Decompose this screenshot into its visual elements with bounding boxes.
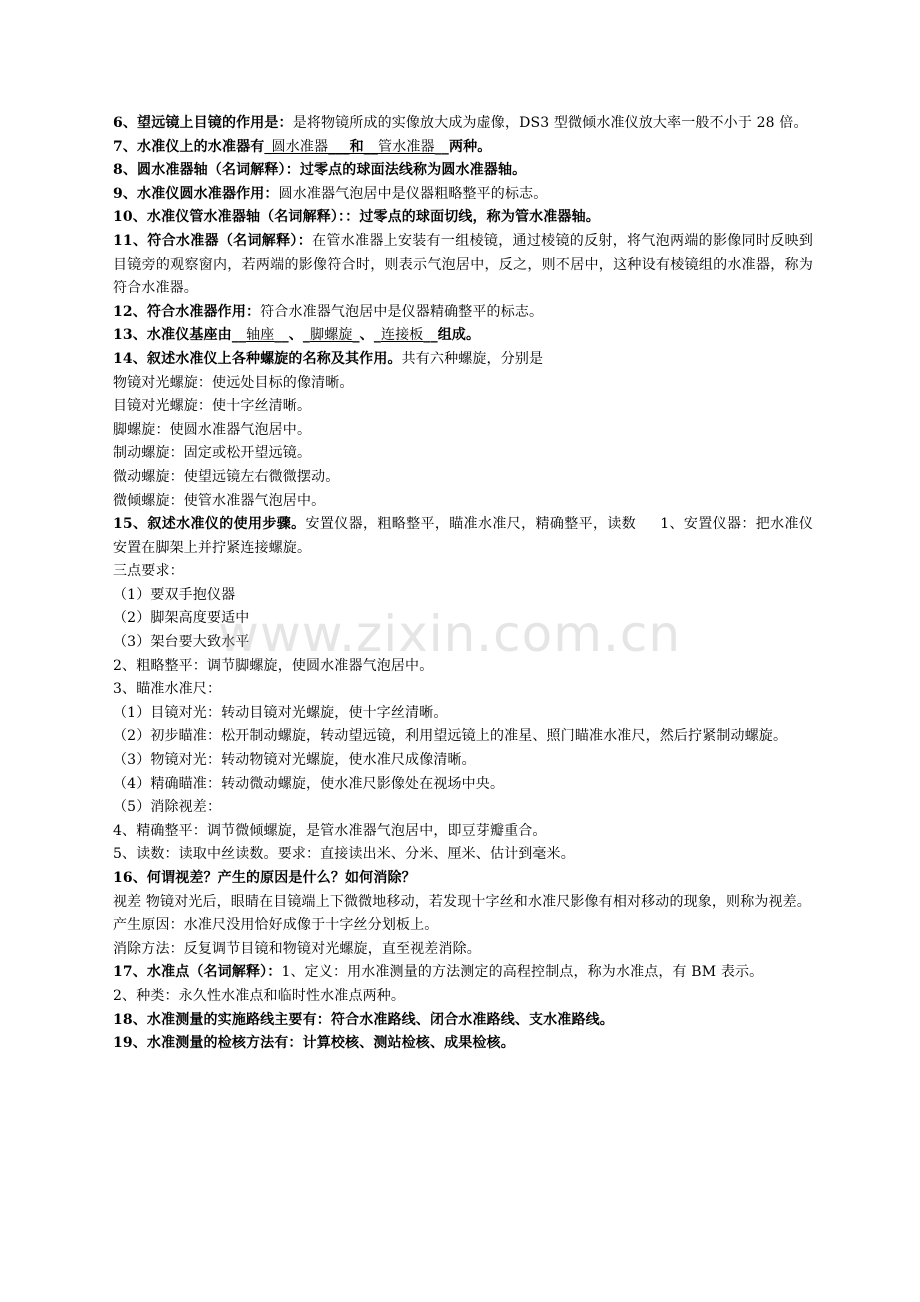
list-item: 制动螺旋：固定或松开望远镜。 <box>113 445 312 462</box>
item-13-tail: __组成。 <box>423 327 481 344</box>
item-15-line: （5）消除视差： <box>113 799 222 816</box>
item-15-line: 3、瞄准水准尺： <box>113 681 222 698</box>
item-13-blank-3: 连接板 <box>380 327 424 344</box>
item-13-blank-2: 脚螺旋 <box>310 327 353 344</box>
item-14-text: 共有六种螺旋，分别是 <box>401 350 544 367</box>
item-16-heading: 16、何谓视差？产生的原因是什么？如何消除？ <box>113 870 416 886</box>
item-15-line: 三点要求： <box>113 563 184 580</box>
item-6-text: 是将物镜所成的实像放大成为虚像，DS3 型微倾水准仪放大率一般不小于 28 倍。 <box>292 115 808 131</box>
item-18 <box>113 1009 813 1033</box>
list-item: 脚螺旋：使圆水准器气泡居中。 <box>113 421 312 438</box>
item-11-text: 在管水准器上安装有一组棱镜，通过棱镜的反射，将气泡两端的影像同时反映到目镜旁的观察窗内，若两端的影像符合时，则表示气泡居中，反之，则不居中，这种设有棱镜组的水准器，称为符合水准器。 <box>113 232 814 297</box>
item-19-text: 计算校核、测站检核、成果检核。 <box>302 1035 515 1052</box>
item-12 <box>113 301 813 325</box>
item-9 <box>113 183 813 207</box>
item-15-line: 2、粗略整平：调节脚螺旋，使圆水准器气泡居中。 <box>113 657 434 674</box>
item-8-text: 8、圆水准器轴（名词解释）：过零点的球面法线称为圆水准器轴。 <box>113 162 527 179</box>
item-15-heading: 15、叙述水准仪的使用步骤。 <box>113 516 306 533</box>
item-13 <box>113 324 813 348</box>
document-page <box>113 112 813 1056</box>
item-15-line: （3）架台要大致水平 <box>113 634 250 651</box>
list-item: 物镜对光螺旋：使远处目标的像清晰。 <box>113 374 354 391</box>
item-7-heading: 7、水准仪上的水准器有 <box>113 138 265 155</box>
item-15-line: （1）目镜对光：转动目镜对光螺旋，使十字丝清晰。 <box>113 704 448 721</box>
item-12-text: 符合水准器气泡居中是仪器精确整平的标志。 <box>260 303 544 320</box>
item-6 <box>113 112 813 136</box>
item-16-line: 视差 物镜对光后，眼睛在目镜端上下微微地移动，若发现十字丝和水准尺影像有相对移动的现象，则称为视差。 <box>113 893 811 910</box>
item-11-heading: 11、符合水准器（名词解释）： <box>113 232 313 249</box>
item-16-line: 产生原因：水准尺没用恰好成像于十字丝分划板上。 <box>113 917 439 934</box>
item-15-line: （4）精确瞄准：转动微动螺旋，使水准尺影像处在视场中央。 <box>113 775 505 792</box>
item-7-blank-2: 管水准器 <box>378 138 435 155</box>
item-15 <box>113 513 813 560</box>
item-9-text: 圆水准器气泡居中是仪器粗略整平的标志。 <box>278 185 548 202</box>
item-18-heading: 18、水准测量的实施路线主要有： <box>113 1011 331 1028</box>
item-15-line: （1）要双手抱仪器 <box>113 586 236 603</box>
item-19-heading: 19、水准测量的检核方法有： <box>113 1035 303 1052</box>
item-15-line: （2）初步瞄准：松开制动螺旋，转动望远镜，利用望远镜上的准星、照门瞄准水准尺，然后拧紧制动螺旋。 <box>113 728 788 745</box>
item-6-heading: 6、望远镜上目镜的作用是： <box>113 115 293 131</box>
item-19 <box>113 1032 813 1056</box>
item-13-heading: 13、水准仪基座由__ <box>113 327 247 344</box>
list-item: 微动螺旋：使望远镜左右微微摆动。 <box>113 468 340 485</box>
list-item: 目镜对光螺旋：使十字丝清晰。 <box>113 398 312 415</box>
item-12-heading: 12、符合水准器作用： <box>113 303 261 320</box>
item-15-line: 5、读数：读取中丝读数。要求：直接读出米、分米、厘米、估计到毫米。 <box>113 846 575 863</box>
item-7-blank-1: _圆水准器 <box>264 138 329 155</box>
item-15-line: （3）物镜对光：转动物镜对光螺旋，使水准尺成像清晰。 <box>113 752 476 769</box>
item-8 <box>113 159 813 183</box>
item-16-line: 消除方法：反复调节目镜和物镜对光螺旋，直至视差消除。 <box>113 940 481 957</box>
item-10-text: 10、水准仪管水准器轴（名词解释）：：过零点的球面切线，称为管水准器轴。 <box>113 209 600 226</box>
item-16 <box>113 867 813 891</box>
item-9-heading: 9、水准仪圆水准器作用： <box>113 185 279 202</box>
item-15-line: （2）脚架高度要适中 <box>113 610 250 627</box>
item-14-heading: 14、叙述水准仪上各种螺旋的名称及其作用。 <box>113 350 402 367</box>
item-13-blank-1: 轴座 <box>246 327 275 344</box>
item-17 <box>113 961 813 985</box>
item-15-text: 安置仪器，粗略整平，瞄准水准尺，精确整平，读数 1、安置仪器：把水准仪安置在脚架上并拧紧连接螺旋。 <box>113 516 813 556</box>
item-7 <box>113 136 813 160</box>
item-15-line: 4、精确整平：调节微倾螺旋，是管水准器气泡居中，即豆芽瓣重合。 <box>113 822 547 839</box>
item-13-sep-1: __、_ <box>274 327 311 344</box>
item-10 <box>113 206 813 230</box>
item-17-text: 1、定义：用水准测量的方法测定的高程控制点，称为水准点，有 BM 表示。 <box>281 964 764 981</box>
item-7-tail: __两种。 <box>434 138 492 155</box>
item-17-heading: 17、水准点（名词解释）： <box>113 964 282 981</box>
item-13-sep-2: _、_ <box>352 327 381 344</box>
item-18-text: 符合水准路线、闭合水准路线、支水准路线。 <box>330 1011 614 1028</box>
item-17-line: 2、种类：永久性水准点和临时性水准点两种。 <box>113 987 406 1004</box>
list-item: 微倾螺旋：使管水准器气泡居中。 <box>113 492 326 509</box>
item-7-separator: ___和__ <box>328 138 379 155</box>
watermark: www.zixin.com.cn <box>218 605 682 663</box>
item-11 <box>113 230 813 301</box>
item-14 <box>113 348 813 372</box>
